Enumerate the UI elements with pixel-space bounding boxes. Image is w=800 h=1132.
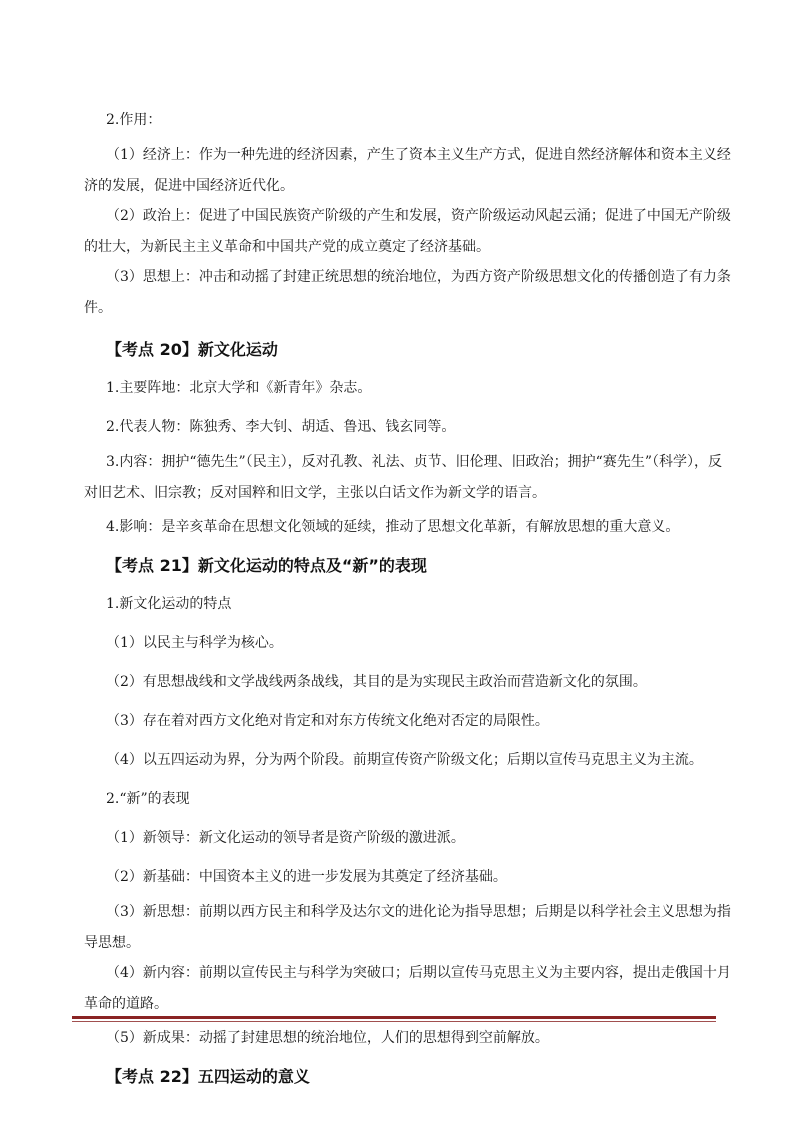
effect-item-3 bbox=[84, 266, 731, 319]
k21-subheading-2: 2.“新”的表现 bbox=[106, 791, 190, 807]
k21-new-3-line-b: 导思想。 bbox=[84, 935, 140, 951]
k21-new-4 bbox=[84, 962, 731, 1015]
k21-new-4-line-b: 革命的道路。 bbox=[84, 996, 168, 1012]
section-heading-k20: 【考点 20】新文化运动 bbox=[106, 340, 278, 359]
k21-feature-3: （3）存在着对西方文化绝对肯定和对东方传统文化绝对否定的局限性。 bbox=[106, 713, 549, 729]
k20-item-4: 4.影响：是辛亥革命在思想文化领域的延续，推动了思想文化革新，有解放思想的重大意义。 bbox=[106, 519, 680, 535]
effect-item-2-line-a: （2）政治上：促进了中国民族资产阶级的产生和发展，资产阶级运动风起云涌；促进了中国无产阶级 bbox=[106, 208, 731, 224]
effect-item-1-line-a: （1）经济上：作为一种先进的经济因素，产生了资本主义生产方式，促进自然经济解体和资本主义经 bbox=[106, 147, 731, 163]
k21-new-4-line-a: （4）新内容：前期以宣传民主与科学为突破口；后期以宣传马克思主义为主要内容，提出走俄国十月 bbox=[106, 965, 731, 981]
footer-rule bbox=[72, 1016, 716, 1022]
k20-item-1: 1.主要阵地：北京大学和《新青年》杂志。 bbox=[106, 380, 372, 396]
k20-item-3 bbox=[84, 451, 724, 504]
k21-new-5: （5）新成果：动摇了封建思想的统治地位，人们的思想得到空前解放。 bbox=[106, 1030, 549, 1046]
effect-item-1-line-b: 济的发展，促进中国经济近代化。 bbox=[84, 178, 294, 194]
k21-feature-4: （4）以五四运动为界，分为两个阶段。前期宣传资产阶级文化；后期以宣传马克思主义为主流。 bbox=[106, 752, 703, 768]
k20-item-3-line-b: 对旧艺术、旧宗教；反对国粹和旧文学，主张以白话文作为新文学的语言。 bbox=[84, 485, 546, 501]
effect-item-2-line-b: 的壮大，为新民主主义革命和中国共产党的成立奠定了经济基础。 bbox=[84, 239, 490, 255]
k21-feature-1: （1）以民主与科学为核心。 bbox=[106, 635, 283, 651]
effect-item-1 bbox=[84, 144, 731, 197]
k21-subheading-1: 1.新文化运动的特点 bbox=[106, 596, 232, 612]
effect-item-3-line-a: （3）思想上：冲击和动摇了封建正统思想的统治地位，为西方资产阶级思想文化的传播创造了有力条 bbox=[106, 269, 731, 285]
k21-new-2: （2）新基础：中国资本主义的进一步发展为其奠定了经济基础。 bbox=[106, 869, 507, 885]
section-heading-k21: 【考点 21】新文化运动的特点及“新”的表现 bbox=[106, 556, 427, 575]
k21-new-3-line-a: （3）新思想：前期以西方民主和科学及达尔文的进化论为指导思想；后期是以科学社会主义思想为指 bbox=[106, 904, 731, 920]
section-heading-k22: 【考点 22】五四运动的意义 bbox=[106, 1067, 310, 1086]
k21-feature-2: （2）有思想战线和文学战线两条战线，其目的是为实现民主政治而营造新文化的氛围。 bbox=[106, 674, 647, 690]
k21-new-3 bbox=[84, 901, 731, 954]
page-content bbox=[84, 105, 731, 1092]
footer-rule-thick bbox=[72, 1016, 716, 1019]
footer-rule-thin bbox=[72, 1021, 716, 1022]
effect-title: 2.作用： bbox=[106, 112, 162, 128]
k21-new-1: （1）新领导：新文化运动的领导者是资产阶级的激进派。 bbox=[106, 830, 465, 846]
k20-item-2: 2.代表人物：陈独秀、李大钊、胡适、鲁迅、钱玄同等。 bbox=[106, 419, 456, 435]
k20-item-3-line-a: 3.内容：拥护“德先生”（民主），反对孔教、礼法、贞节、旧伦理、旧政治；拥护“赛先生”（科学），反 bbox=[106, 454, 722, 470]
effect-item-3-line-b: 件。 bbox=[84, 300, 112, 316]
effect-item-2 bbox=[84, 205, 731, 258]
